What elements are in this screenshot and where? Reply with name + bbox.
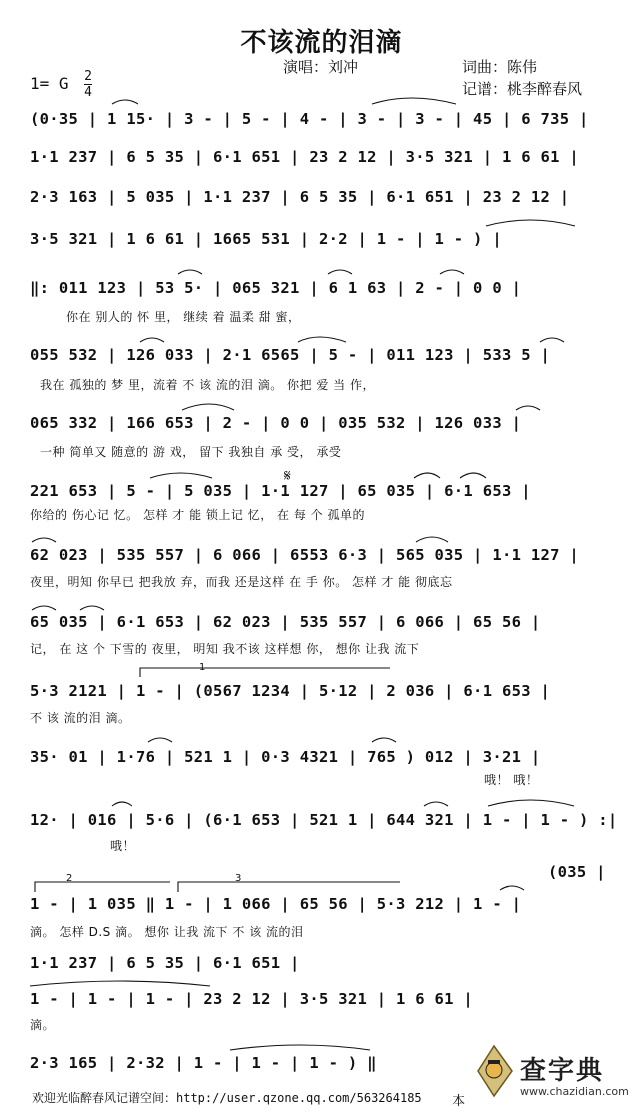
time-signature-bottom: 4 xyxy=(84,85,92,100)
logo-title: 查字典 xyxy=(520,1056,605,1086)
logo-url: www.chazidian.com xyxy=(520,1085,629,1098)
lyric-row-12: 哦！ 哦！ xyxy=(484,773,539,787)
score-row-1: (0·35 | 1 15· | 3 - | 5 - | 4 - | 3 - | 3 - | 45 | 6 735 | xyxy=(30,110,589,128)
score-row-17: 1 - | 1 - | 1 - | 23 2 12 | 3·5 321 | 1 6 61 | xyxy=(30,990,474,1008)
score-row-15: 1 - | 1 035 ‖ 1 - | 1 066 | 65 56 | 5·3 212 | 1 - | xyxy=(30,895,522,913)
singer-credit: 演唱：刘冲 xyxy=(283,58,359,76)
transcriber-credit: 记谱：桃李醉春风 xyxy=(462,80,583,98)
lyric-row-17: 滴。 xyxy=(30,1018,56,1032)
lyric-row-8: 你给的 伤心记 忆。 怎样 才 能 锁上记 忆， 在 每 个 孤单的 xyxy=(30,508,365,522)
lyric-row-13: 哦！ xyxy=(110,839,136,853)
footer-text: 欢迎光临醉春风记谱空间：http://user.qzone.qq.com/563264185 xyxy=(32,1091,422,1105)
score-row-18: 2·3 165 | 2·32 | 1 - | 1 - | 1 - ) ‖ xyxy=(30,1054,377,1072)
score-row-8: 221 653 | 5 - | 5 035 | 1·1 127 | 65 035 | 6·1 653 | xyxy=(30,482,531,500)
score-row-11: 5·3 2121 | 1 - | (0567 1234 | 5·12 | 2 036 | 6·1 653 | xyxy=(30,682,551,700)
score-row-9: 62 023 | 535 557 | 6 066 | 6553 6·3 | 565 035 | 1·1 127 | xyxy=(30,546,580,564)
volta-second-label: 2 xyxy=(66,873,73,884)
lyric-row-10: 记， 在 这 个 下雪的 夜里， 明知 我不该 这样想 你， 想你 让我 流下 xyxy=(30,642,420,656)
score-row-3: 2·3 163 | 5 035 | 1·1 237 | 6 5 35 | 6·1 651 | 23 2 12 | xyxy=(30,188,570,206)
lyric-row-15: 滴。 怎样 D.S 滴。 想你 让我 流下 不 该 流的泪 xyxy=(30,925,304,939)
key-label: 1= G xyxy=(30,74,69,93)
score-row-7: 065 332 | 166 653 | 2 - | 0 0 | 035 532 | 126 033 | xyxy=(30,414,522,432)
segno-sign: 𝄋 xyxy=(284,466,291,485)
time-signature-top: 2 xyxy=(84,69,92,84)
lyric-row-6: 我在 孤独的 梦 里，流着 不 该 流的泪 滴。 你把 爱 当 作， xyxy=(40,378,375,392)
score-row-6: 055 532 | 126 033 | 2·1 6565 | 5 - | 011 123 | 533 5 | xyxy=(30,346,551,364)
score-row-14: (035 | xyxy=(548,863,606,881)
lyric-row-11: 不 该 流的泪 滴。 xyxy=(30,711,131,725)
volta-third-label: 3 xyxy=(235,873,242,884)
score-row-13: 12· | 016 | 5·6 | (6·1 653 | 521 1 | 644 321 | 1 - | 1 - ) :| xyxy=(30,811,618,829)
volta-first-label: 1 xyxy=(199,662,206,673)
score-row-12: 35· 01 | 1·76 | 521 1 | 0·3 4321 | 765 ) 012 | 3·21 | xyxy=(30,748,541,766)
score-row-2: 1·1 237 | 6 5 35 | 6·1 651 | 23 2 12 | 3·5 321 | 1 6 61 | xyxy=(30,148,580,166)
lyricist-composer-credit: 词曲：陈伟 xyxy=(462,58,538,76)
score-row-5: ‖: 011 123 | 53 5· | 065 321 | 6 1 63 | 2 - | 0 0 | xyxy=(30,279,522,297)
lyric-row-5: 你在 别人的 怀 里， 继续 着 温柔 甜 蜜， xyxy=(66,310,301,324)
lyric-row-9: 夜里，明知 你早已 把我放 弃，而我 还是这样 在 手 你。 怎样 才 能 彻底忘 xyxy=(30,575,453,589)
score-row-4: 3·5 321 | 1 6 61 | 1665 531 | 2·2 | 1 - | 1 - ) | xyxy=(30,230,502,248)
footer-suffix: 本 xyxy=(452,1094,466,1109)
score-row-16: 1·1 237 | 6 5 35 | 6·1 651 | xyxy=(30,954,300,972)
score-row-10: 65 035 | 6·1 653 | 62 023 | 535 557 | 6 066 | 65 56 | xyxy=(30,613,541,631)
lyric-row-7: 一种 简单又 随意的 游 戏， 留下 我独自 承 受， 承受 xyxy=(40,445,342,459)
song-title: 不该流的泪滴 xyxy=(240,28,403,58)
